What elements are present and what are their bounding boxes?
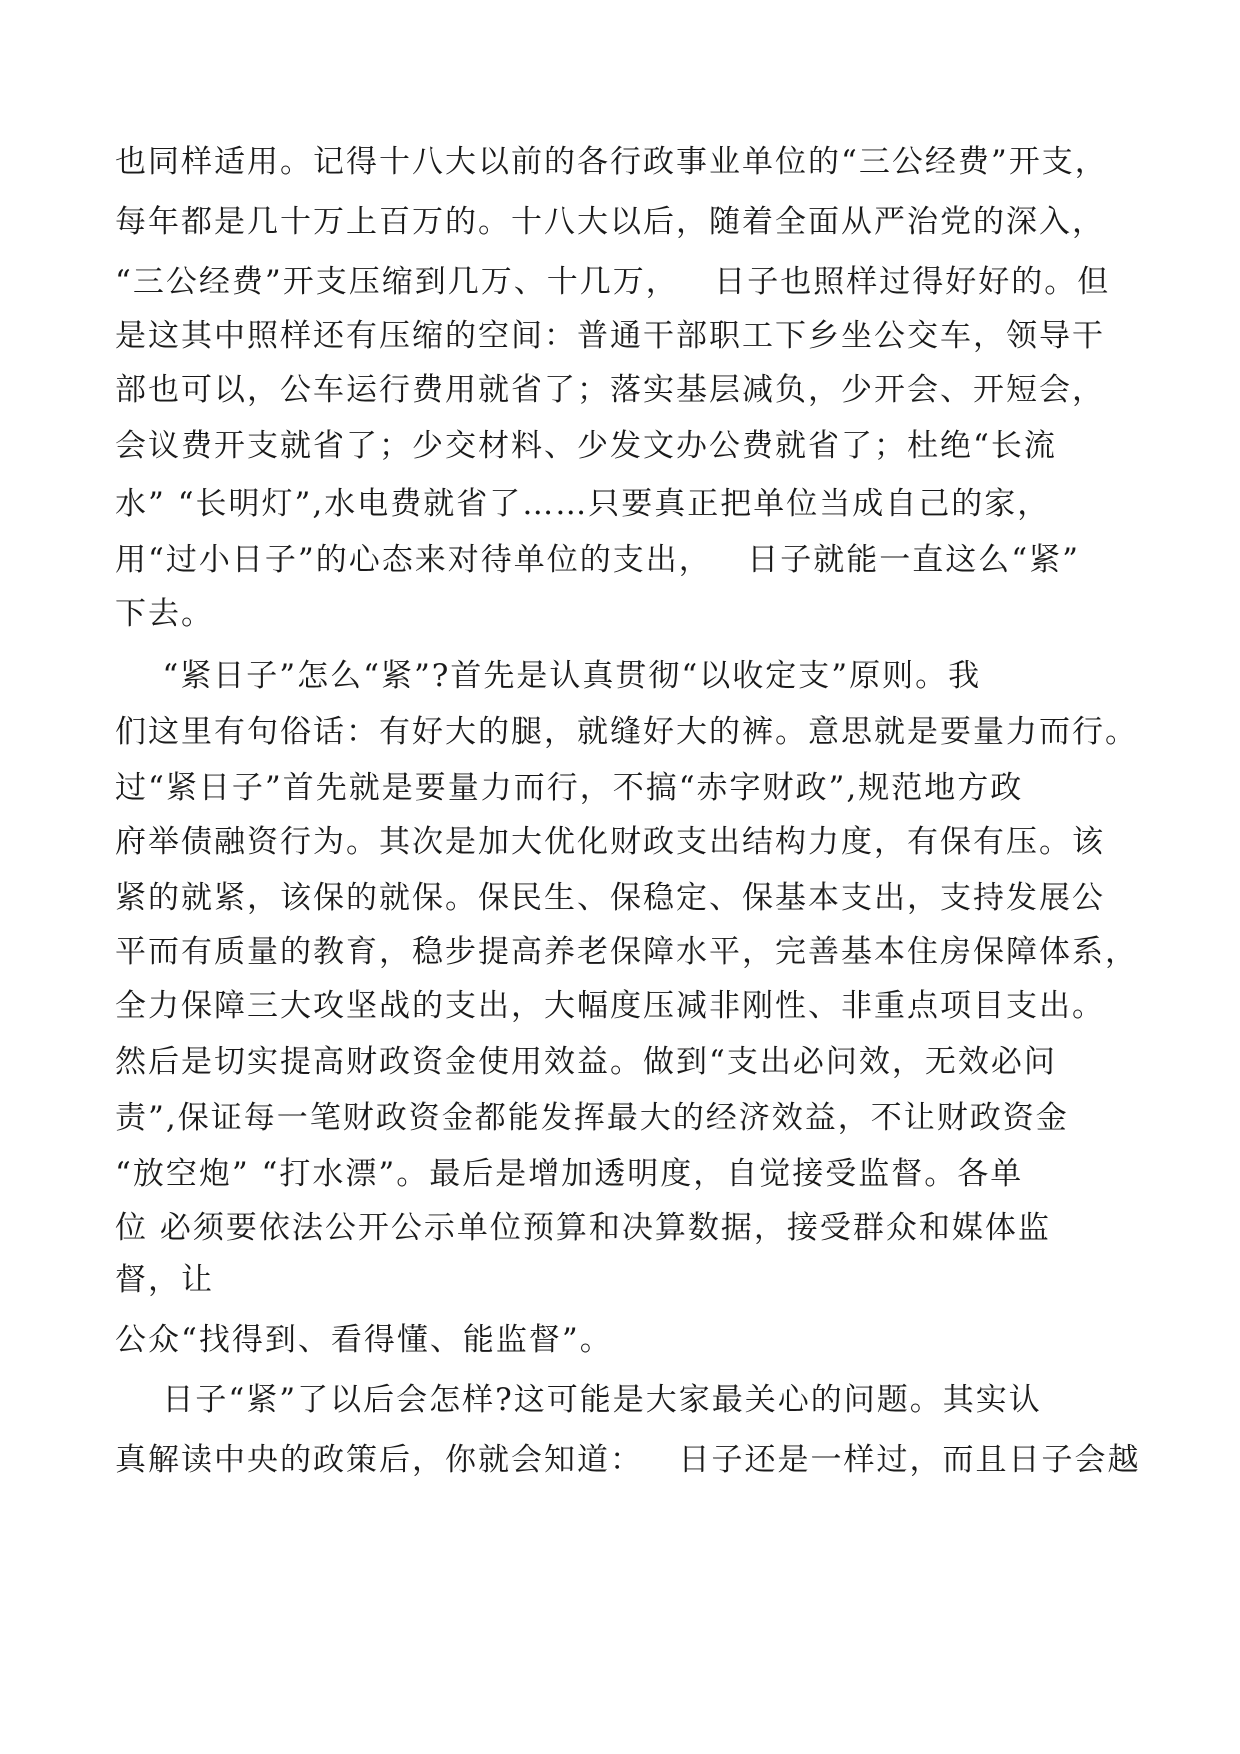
text-line: 紧的就紧，该保的就保。保民生、保稳定、保基本支出，支持发展公 — [115, 880, 1105, 916]
text-line: “紧日子”怎么“紧”?首先是认真贯彻“以收定支”原则。我 — [115, 658, 982, 694]
text-line: 用“过小日子”的心态来对待单位的支出， 日子就能一直这么“紧” — [115, 542, 1080, 578]
text-line: 公众“找得到、看得懂、能监督”。 — [115, 1322, 613, 1358]
text-line: 日子“紧”了以后会怎样?这可能是大家最关心的问题。其实认 — [115, 1382, 1042, 1418]
text-line: 然后是切实提高财政资金使用效益。做到“支出必问效，无效必问 — [115, 1044, 1057, 1080]
text-line: 府举债融资行为。其次是加大优化财政支出结构力度，有保有压。该 — [115, 824, 1105, 860]
text-line: 过“紧日子”首先就是要量力而行，不搞“赤字财政”,规范地方政 — [115, 770, 1024, 806]
text-line: 真解读中央的政策后，你就会知道： 日子还是一样过，而且日子会越 — [115, 1442, 1141, 1478]
text-line: 位 必须要依法公开公示单位预算和决算数据，接受群众和媒体监 — [115, 1210, 1051, 1246]
text-line: 水” “长明灯”,水电费就省了……只要真正把单位当成自己的家， — [115, 486, 1051, 522]
text-line: 督，让 — [115, 1262, 214, 1298]
text-line: 会议费开支就省了；少交材料、少发文办公费就省了；杜绝“长流 — [115, 428, 1057, 464]
text-line: 责”,保证每一笔财政资金都能发挥最大的经济效益，不让财政资金 — [115, 1100, 1069, 1136]
text-line: 也同样适用。记得十八大以前的各行政事业单位的“三公经费”开支， — [115, 144, 1108, 180]
text-line: 是这其中照样还有压缩的空间：普通干部职工下乡坐公交车，领导干 — [115, 318, 1105, 354]
text-line: 全力保障三大攻坚战的支出，大幅度压减非刚性、非重点项目支出。 — [115, 988, 1105, 1024]
text-line: 每年都是几十万上百万的。十八大以后，随着全面从严治党的深入， — [115, 204, 1105, 240]
text-line: “三公经费”开支压缩到几万、十几万， 日子也照样过得好好的。但 — [115, 264, 1111, 300]
text-line: 们这里有句俗话：有好大的腿，就缝好大的裤。意思就是要量力而行。 — [115, 714, 1138, 750]
text-line: 下去。 — [115, 596, 214, 632]
text-line: “放空炮” “打水漂”。最后是增加透明度，自觉接受监督。各单 — [115, 1156, 1024, 1192]
text-line: 部也可以，公车运行费用就省了；落实基层减负，少开会、开短会， — [115, 372, 1105, 408]
text-line: 平而有质量的教育，稳步提高养老保障水平，完善基本住房保障体系， — [115, 934, 1138, 970]
